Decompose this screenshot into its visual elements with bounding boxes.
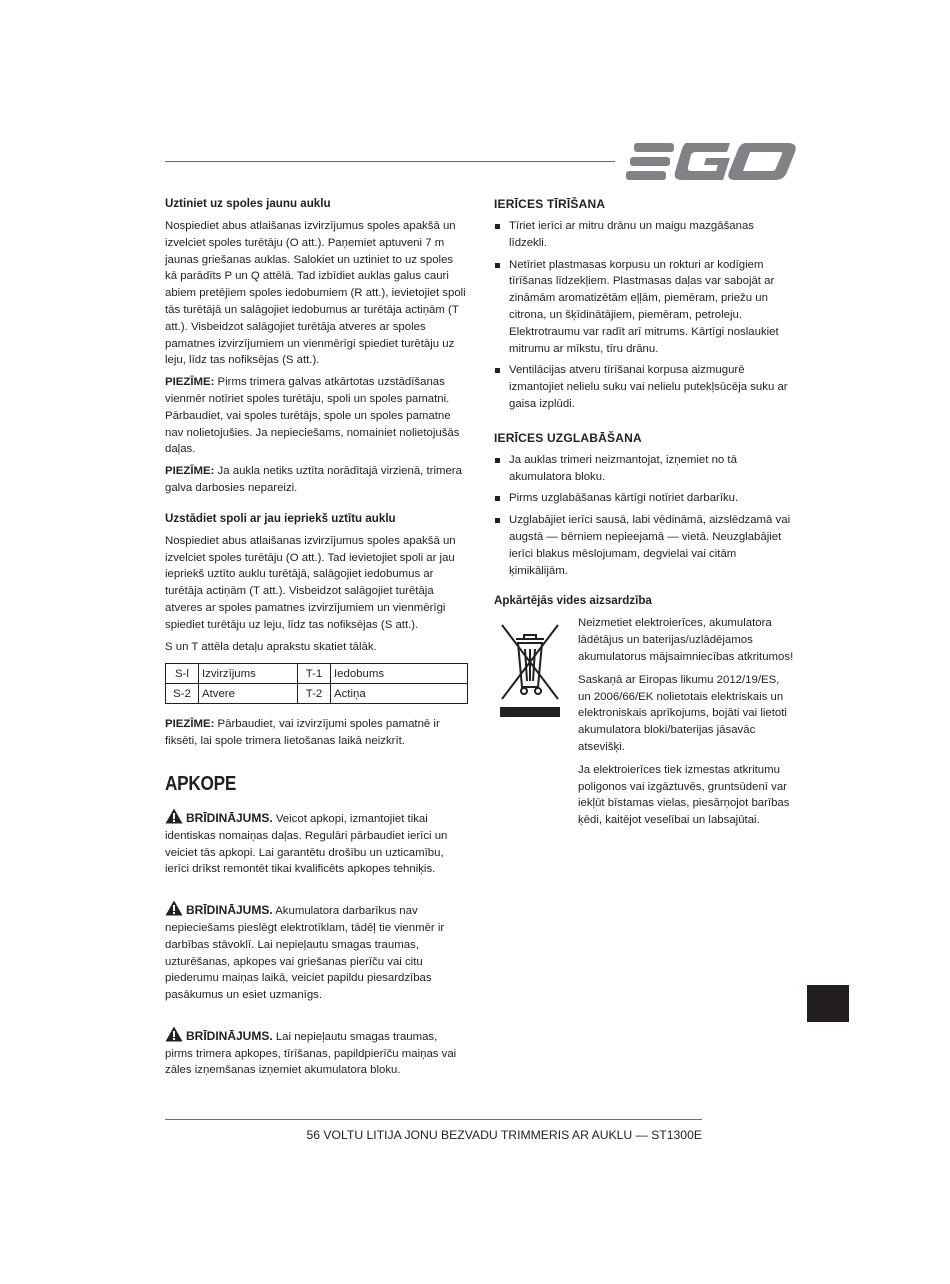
note-paragraph-1 — [165, 374, 468, 458]
table-cell: Atvere — [199, 684, 298, 704]
warning-triangle-icon — [165, 808, 183, 824]
storage-list — [494, 452, 794, 580]
list-item — [494, 512, 794, 579]
note-label: PIEZĪME: — [165, 718, 215, 731]
list-item — [494, 362, 794, 412]
list-item — [494, 490, 794, 507]
section-title-cleaning: IERĪCES TĪRĪŠANA — [494, 197, 606, 211]
list-item-text: Uzglabājiet ierīci sausā, labi vēdināmā, aizslēdzamā vai augstā — bērniem nepieejamā — vietā. Neuzglabājiet ierīci blakus mēslojumam, degvielai vai citām ķimikālijām. — [509, 514, 791, 577]
table-cell: Iedobums — [331, 664, 468, 684]
section-title-environment: Apkārtējās vides aizsardzība — [494, 594, 652, 608]
bullet-icon — [495, 368, 500, 373]
footer-rule — [165, 1119, 702, 1120]
list-item — [494, 218, 794, 252]
header-rule — [165, 161, 615, 162]
bullet-icon — [495, 518, 500, 523]
warning-paragraph-2 — [165, 900, 468, 1004]
warning-label: BRĪDINĀJUMS. — [186, 1028, 273, 1043]
warning-text-3: Lai nepieļautu smagas traumas, pirms trimera apkopes, tīrīšanas, papildpierīču maiņas vai zāles izņemšanas izņemiet akumulatora bloku. — [165, 1030, 457, 1077]
table-row — [166, 684, 468, 704]
note-text-1: Pirms trimera galvas atkārtotas uzstādīšanas vienmēr notīriet spoles turētāju, spoli un spoles pamatni. Pārbaudiet, vai spoles turētājs, spole un spoles pamatne nav nolietojušies. Ja nepieciešams, nomainiet nolietojušās daļas. — [165, 376, 460, 456]
bullet-icon — [495, 458, 500, 463]
note-paragraph-3 — [165, 716, 468, 750]
left-column — [165, 196, 468, 1101]
table-cell: T-1 — [298, 664, 331, 684]
note-text-2: Ja aukla netiks uztīta norādītajā virzienā, trimera galva darbosies nepareizi. — [165, 465, 462, 494]
right-column — [494, 196, 794, 835]
list-item-text: Ventilācijas atveru tīrīšanai korpusa aizmugurē izmantojiet nelielu suku vai nelielu putekļsūcēja suku ar gaisa izplūdi. — [509, 364, 788, 410]
section-tab-marker — [807, 985, 849, 1022]
table-cell: Actiņa — [331, 684, 468, 704]
warning-triangle-icon — [165, 900, 183, 916]
maintenance-heading: APKOPE — [165, 772, 237, 795]
paragraph-prewound: Nospiediet abus atlaišanas izvirzījumus spoles apakšā un izvelciet spoles turētāju (O att.). Tad ievietojiet spoli ar jau iepriekš uztīto auklu turētājā, salāgojiet iedobumus ar turētāja actiņām (T att.). Visbeidzot salāgojiet turētāja atveres ar spoles pamatnes izvirzījumiem un vienmērīgi spiediet turētāju uz leju, līdz tas nofiksējas (S att.). — [165, 534, 456, 631]
environment-paragraph-2: Saskaņā ar Eiropas likumu 2012/19/ES, un 2006/66/EK nolietotais elektriskais un elektroniskais aprīkojums, bojāti vai lietoti akumulatora bloki/baterijas jāsavāc atsevišķi. — [578, 673, 787, 753]
cleaning-list — [494, 218, 794, 413]
ego-logo — [626, 141, 798, 183]
table-row — [166, 664, 468, 684]
bullet-icon — [495, 263, 500, 268]
list-item — [494, 452, 794, 486]
parts-table — [165, 663, 468, 704]
note-label: PIEZĪME: — [165, 376, 215, 389]
table-cell: Izvirzījums — [199, 664, 298, 684]
list-item — [494, 257, 794, 358]
section-title-new-line: Uztiniet uz spoles jaunu auklu — [165, 197, 331, 210]
warning-text-1: Veicot apkopi, izmantojiet tikai identiskas nomaiņas daļas. Regulāri pārbaudiet ierīci un veiciet tās apkopi. Lai garantētu drošību un uzticamību, ierīci drīkst remontēt tikai kvalificēts apkopes tehniķis. — [165, 812, 448, 876]
list-item-text: Ja auklas trimeri neizmantojat, izņemiet no tā akumulatora bloku. — [509, 453, 737, 483]
paragraph-details: S un T attēla detaļu aprakstu skatiet tālāk. — [165, 640, 377, 653]
section-title-prewound: Uzstādiet spoli ar jau iepriekš uztītu auklu — [165, 511, 396, 525]
note-label: PIEZĪME: — [165, 465, 215, 478]
warning-triangle-icon — [165, 1026, 183, 1042]
note-paragraph-2 — [165, 463, 468, 497]
note-text-3: Pārbaudiet, vai izvirzījumi spoles pamatnē ir fiksēti, lai spole trimera lietošanas laikā neizkrīt. — [165, 718, 440, 748]
environment-block — [494, 615, 794, 829]
list-item-text: Pirms uzglabāšanas kārtīgi notīriet darbarīku. — [509, 492, 739, 505]
warning-label: BRĪDINĀJUMS. — [186, 810, 273, 825]
table-cell: S-2 — [166, 684, 199, 704]
environment-paragraph-1: Neizmetiet elektroierīces, akumulatora lādētājus un baterijas/uzlādējamos akumulatorus mājsaimniecības atkritumos! — [578, 617, 794, 663]
bullet-icon — [495, 496, 500, 501]
list-item-text: Tīriet ierīci ar mitru drānu un maigu mazgāšanas līdzekli. — [509, 220, 754, 249]
environment-paragraph-3: Ja elektroierīces tiek izmestas atkritumu poligonos vai izgāztuvēs, gruntsūdenī var iekļūt bīstamas vielas, piesārņojot barības ķēdi, kaitējot veselībai un labsajūtai. — [578, 763, 790, 827]
paragraph-new-line: Nospiediet abus atlaišanas izvirzījumus spoles apakšā un izvelciet spoles turētāju (O att.). Paņemiet aptuveni 7 m jaunas griešanas auklas. Salokiet un uztiniet to uz spoles kā parādīts P un Q attēlā. Tad izbīdiet auklas galus cauri abiem pretējiem spoles iedobumiem (R att.), ievietojiet spoli tās turētājā un salāgojiet iedobumus ar turētāja actiņām (T att.). Visbeidzot salāgojiet turētāja atveres ar spoles pamatnes izvirzījumiem un vienmērīgi spiediet turētāju uz leju, līdz tas nofiksējas (S att.). — [165, 220, 466, 367]
crossed-out-bin-icon — [494, 617, 566, 719]
list-item-text: Netīriet plastmasas korpusu un rokturi ar kodīgiem tīrīšanas līdzekļiem. Plastmasas daļas var sabojāt ar zināmām aromatizētām eļļām, piemēram, priežu un citrona, un šķīdinātājiem, piemēram, petroleju. Elektrotraumu var radīt arī mitrums. Kārtīgi noslaukiet mitrumu ar mīkstu, tīru drānu. — [509, 258, 779, 355]
table-cell: S-l — [166, 664, 199, 684]
table-cell: T-2 — [298, 684, 331, 704]
section-title-storage: IERĪCES UZGLABĀŠANA — [494, 430, 642, 445]
environment-text — [578, 615, 794, 829]
warning-text-2: Akumulatora darbarīkus nav nepieciešams pieslēgt elektrotīklam, tādēļ tie vienmēr ir darbības stāvoklī. Lai nepieļautu smagas traumas, uzturēšanas, apkopes vai griešanas pierīču vai citu piederumu maiņas laikā, veiciet papildu piesardzības pasākumus un esiet uzmanīgs. — [165, 905, 445, 1002]
warning-paragraph-3 — [165, 1026, 468, 1079]
bullet-icon — [495, 224, 500, 229]
warning-paragraph-1 — [165, 808, 468, 878]
warning-label: BRĪDINĀJUMS. — [186, 903, 273, 918]
page-footer: 56 VOLTU LITIJA JONU BEZVADU TRIMMERIS AR AUKLU — ST1300E — [306, 1128, 702, 1142]
